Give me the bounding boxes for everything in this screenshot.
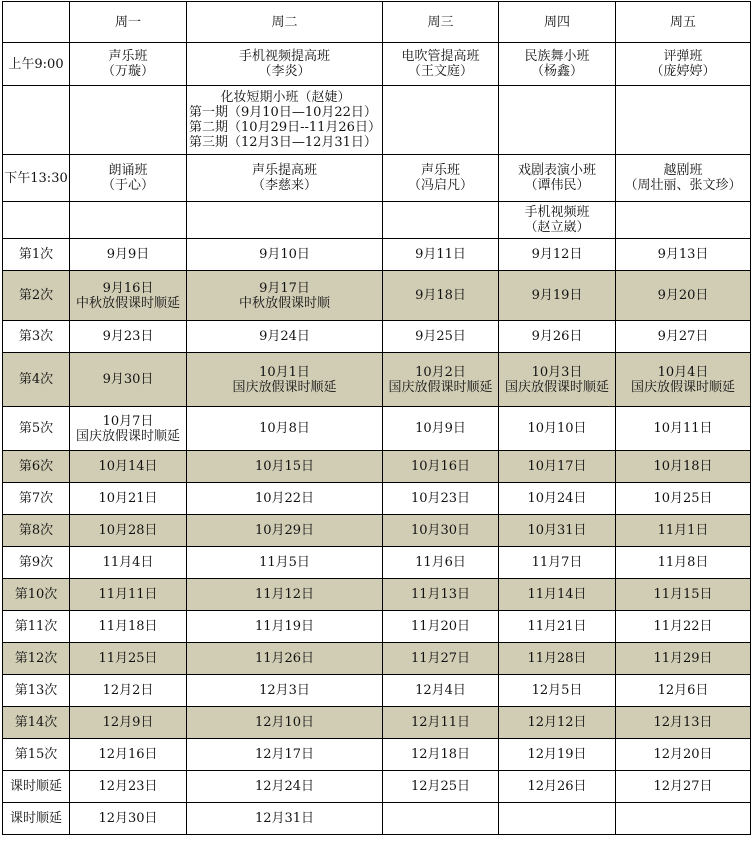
session-date-thu: 11月28日 [499, 643, 616, 675]
makeup-class-title: 化妆短期小班（赵婕） [220, 90, 351, 105]
session-date-thu: 11月21日 [499, 611, 616, 643]
day-header-fri: 周五 [616, 2, 751, 43]
session-row [3, 407, 751, 451]
pm-extra-empty-tue [187, 202, 383, 239]
session-label: 第1次 [3, 239, 70, 271]
session-date-thu: 9月19日 [499, 271, 616, 321]
session-date-wed: 9月18日 [383, 271, 499, 321]
session-date-mon: 9月23日 [70, 321, 187, 353]
session-date-tue: 12月10日 [187, 707, 383, 739]
makeup-period-2: 第二期（10月29日--11月26日） [189, 120, 381, 135]
session-date-mon: 11月11日 [70, 579, 187, 611]
session-row [3, 803, 751, 835]
makeup-class-row [3, 86, 751, 155]
session-date-tue: 11月5日 [187, 547, 383, 579]
pm-class-mon: 朗诵班 （于心） [70, 155, 187, 202]
session-rows [3, 239, 751, 835]
am-class-tue: 手机视频提高班 （李炎） [187, 43, 383, 86]
am-class-thu: 民族舞小班 （杨鑫） [499, 43, 616, 86]
pm-extra-class-thu: 手机视频班 （赵立崴） [499, 202, 616, 239]
session-date-tue: 10月8日 [187, 407, 383, 451]
session-label: 第12次 [3, 643, 70, 675]
session-date-mon: 12月2日 [70, 675, 187, 707]
session-date-wed: 10月30日 [383, 515, 499, 547]
session-date-mon: 10月28日 [70, 515, 187, 547]
session-date-wed: 11月13日 [383, 579, 499, 611]
session-label: 第5次 [3, 407, 70, 451]
am-class-wed: 电吹管提高班 （王文庭） [383, 43, 499, 86]
session-date-tue: 11月19日 [187, 611, 383, 643]
session-date-tue: 12月31日 [187, 803, 383, 835]
session-label: 课时顺延 [3, 803, 70, 835]
session-date-fri: 11月8日 [616, 547, 751, 579]
session-date-mon: 10月7日 国庆放假课时顺延 [70, 407, 187, 451]
session-date-thu: 10月17日 [499, 451, 616, 483]
session-date-tue: 9月17日 中秋放假课时顺 [187, 271, 383, 321]
day-header-tue: 周二 [187, 2, 383, 43]
session-row [3, 515, 751, 547]
session-row [3, 353, 751, 407]
pm-time-label: 下午13:30 [3, 155, 70, 202]
session-date-tue: 12月3日 [187, 675, 383, 707]
session-date-fri: 11月22日 [616, 611, 751, 643]
session-date-fri: 9月20日 [616, 271, 751, 321]
session-date-mon: 11月4日 [70, 547, 187, 579]
header-row [3, 2, 751, 43]
session-date-wed: 9月25日 [383, 321, 499, 353]
session-date-wed: 12月11日 [383, 707, 499, 739]
session-date-wed: 11月27日 [383, 643, 499, 675]
session-date-mon: 10月21日 [70, 483, 187, 515]
session-date-thu: 10月31日 [499, 515, 616, 547]
session-date-thu: 10月10日 [499, 407, 616, 451]
session-date-mon: 12月23日 [70, 771, 187, 803]
session-row [3, 771, 751, 803]
session-label: 第3次 [3, 321, 70, 353]
course-schedule-table [2, 1, 751, 835]
session-date-wed: 9月11日 [383, 239, 499, 271]
session-date-fri: 12月20日 [616, 739, 751, 771]
session-row [3, 611, 751, 643]
session-date-fri: 11月29日 [616, 643, 751, 675]
session-date-fri [616, 803, 751, 835]
session-date-wed: 10月16日 [383, 451, 499, 483]
session-label: 第8次 [3, 515, 70, 547]
session-label: 课时顺延 [3, 771, 70, 803]
makeup-empty-thu [499, 86, 616, 155]
session-row [3, 483, 751, 515]
session-date-thu: 11月14日 [499, 579, 616, 611]
makeup-empty-mon [70, 86, 187, 155]
session-date-tue: 10月15日 [187, 451, 383, 483]
pm-extra-empty-mon [70, 202, 187, 239]
pm-class-row [3, 155, 751, 202]
session-date-tue: 10月29日 [187, 515, 383, 547]
session-date-tue: 9月24日 [187, 321, 383, 353]
session-date-thu: 12月26日 [499, 771, 616, 803]
corner-cell [3, 2, 70, 43]
session-date-thu: 12月12日 [499, 707, 616, 739]
session-date-fri: 12月6日 [616, 675, 751, 707]
session-date-thu [499, 803, 616, 835]
pm-extra-empty-fri [616, 202, 751, 239]
session-row [3, 239, 751, 271]
session-date-tue: 10月1日 国庆放假课时顺延 [187, 353, 383, 407]
session-date-mon: 11月25日 [70, 643, 187, 675]
session-date-thu: 10月3日 国庆放假课时顺延 [499, 353, 616, 407]
pm-class-fri: 越剧班 （周壮丽、张文珍） [616, 155, 751, 202]
session-row [3, 739, 751, 771]
pm-extra-row [3, 202, 751, 239]
session-date-wed [383, 803, 499, 835]
session-date-tue: 11月26日 [187, 643, 383, 675]
session-date-thu: 9月26日 [499, 321, 616, 353]
session-date-mon: 12月30日 [70, 803, 187, 835]
makeup-period-1: 第一期（9月10日—10月22日） [189, 105, 377, 120]
session-row [3, 675, 751, 707]
session-row [3, 271, 751, 321]
am-class-mon: 声乐班 （万璇） [70, 43, 187, 86]
session-label: 第11次 [3, 611, 70, 643]
pm-class-thu: 戏剧表演小班 （谭伟民） [499, 155, 616, 202]
session-date-wed: 11月6日 [383, 547, 499, 579]
session-row [3, 451, 751, 483]
session-date-wed: 12月25日 [383, 771, 499, 803]
session-date-fri: 10月25日 [616, 483, 751, 515]
session-date-wed: 10月23日 [383, 483, 499, 515]
session-label: 第14次 [3, 707, 70, 739]
am-class-fri: 评弹班 （庞婷婷） [616, 43, 751, 86]
day-header-thu: 周四 [499, 2, 616, 43]
makeup-period-3: 第三期（12月3日—12月31日） [189, 135, 377, 150]
session-date-wed: 12月18日 [383, 739, 499, 771]
session-date-fri: 10月11日 [616, 407, 751, 451]
session-date-fri: 10月4日 国庆放假课时顺延 [616, 353, 751, 407]
session-label: 第15次 [3, 739, 70, 771]
session-date-thu: 11月7日 [499, 547, 616, 579]
session-label: 第6次 [3, 451, 70, 483]
session-label: 第9次 [3, 547, 70, 579]
session-date-mon: 9月9日 [70, 239, 187, 271]
session-label: 第2次 [3, 271, 70, 321]
session-label: 第10次 [3, 579, 70, 611]
pm-class-tue: 声乐提高班 （李慈来） [187, 155, 383, 202]
day-header-wed: 周三 [383, 2, 499, 43]
session-label: 第4次 [3, 353, 70, 407]
session-date-tue: 12月24日 [187, 771, 383, 803]
session-date-thu: 10月24日 [499, 483, 616, 515]
pm-class-wed: 声乐班 （冯启凡） [383, 155, 499, 202]
session-date-tue: 11月12日 [187, 579, 383, 611]
session-date-mon: 12月16日 [70, 739, 187, 771]
session-date-fri: 12月27日 [616, 771, 751, 803]
session-date-mon: 12月9日 [70, 707, 187, 739]
day-header-mon: 周一 [70, 2, 187, 43]
session-date-mon: 9月16日 中秋放假课时顺延 [70, 271, 187, 321]
session-row [3, 707, 751, 739]
session-date-tue: 9月10日 [187, 239, 383, 271]
session-date-tue: 12月17日 [187, 739, 383, 771]
session-date-fri: 9月13日 [616, 239, 751, 271]
session-date-tue: 10月22日 [187, 483, 383, 515]
session-date-wed: 10月9日 [383, 407, 499, 451]
session-row [3, 321, 751, 353]
session-date-mon: 9月30日 [70, 353, 187, 407]
session-date-fri: 10月18日 [616, 451, 751, 483]
session-date-mon: 10月14日 [70, 451, 187, 483]
session-date-thu: 9月12日 [499, 239, 616, 271]
session-row [3, 643, 751, 675]
session-label: 第7次 [3, 483, 70, 515]
session-date-thu: 12月19日 [499, 739, 616, 771]
session-date-wed: 11月20日 [383, 611, 499, 643]
session-date-fri: 11月15日 [616, 579, 751, 611]
session-date-fri: 12月13日 [616, 707, 751, 739]
session-date-thu: 12月5日 [499, 675, 616, 707]
session-label: 第13次 [3, 675, 70, 707]
pm-extra-empty-label [3, 202, 70, 239]
session-date-wed: 12月4日 [383, 675, 499, 707]
am-time-label: 上午9:00 [3, 43, 70, 86]
makeup-empty-fri [616, 86, 751, 155]
session-row [3, 579, 751, 611]
makeup-empty-wed [383, 86, 499, 155]
makeup-empty-label [3, 86, 70, 155]
session-date-fri: 11月1日 [616, 515, 751, 547]
session-date-wed: 10月2日 国庆放假课时顺延 [383, 353, 499, 407]
session-row [3, 547, 751, 579]
session-date-fri: 9月27日 [616, 321, 751, 353]
makeup-class-block [187, 86, 383, 155]
session-date-mon: 11月18日 [70, 611, 187, 643]
pm-extra-empty-wed [383, 202, 499, 239]
am-class-row [3, 43, 751, 86]
